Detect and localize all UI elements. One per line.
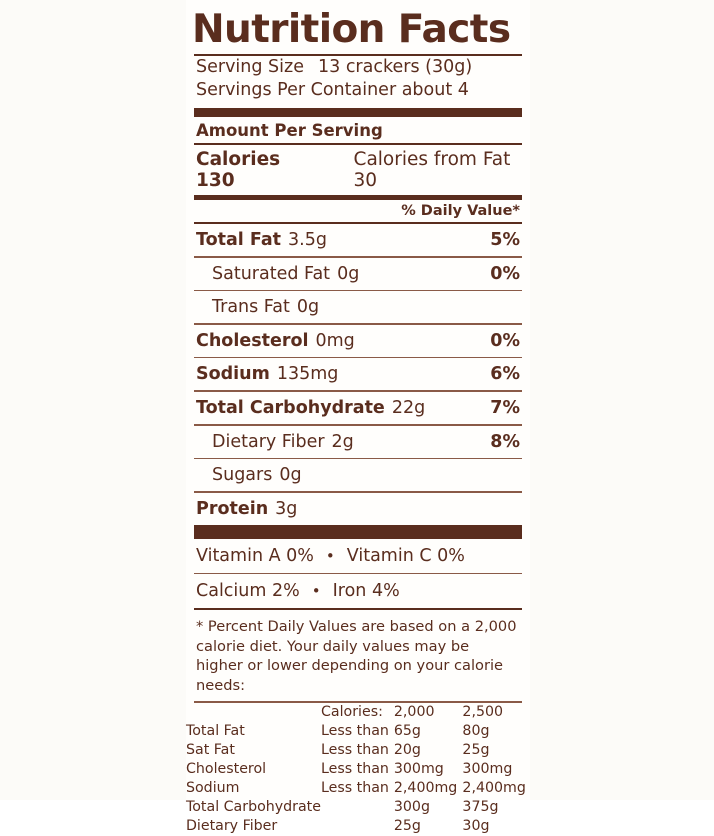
servings-per-container: Servings Per Container about 4 [196, 80, 469, 100]
nutrient-amount: 0g [279, 465, 302, 486]
nutrient-name: Sugars [212, 465, 273, 486]
bullet-separator-icon: • [325, 546, 335, 565]
nutrient-dv: 6% [490, 364, 520, 385]
dv-nutrient: Sodium [186, 780, 240, 797]
table-header-blank [186, 703, 321, 722]
daily-value-table [186, 703, 530, 836]
dv-2000: 65g [393, 723, 421, 740]
table-row [186, 798, 530, 817]
nutrient-dv: 5% [490, 230, 520, 250]
nutrient-row-sugars [186, 459, 530, 491]
nutrient-amount: 0g [337, 263, 360, 284]
dv-2000: 25g [393, 818, 421, 835]
nutrient-row-sodium [186, 358, 530, 390]
serving-size-value: 13 crackers (30g) [317, 57, 473, 77]
nutrient-name: Total Carbohydrate [196, 397, 385, 418]
table-row [186, 722, 530, 741]
page-title: Nutrition Facts [192, 7, 511, 52]
nutrient-dv: 0% [490, 263, 520, 284]
nutrient-amount: 2g [331, 431, 354, 452]
table-header-calories: Calories: [320, 704, 383, 721]
dv-qualifier [321, 798, 394, 817]
nutrient-name: Saturated Fat [212, 263, 331, 284]
bullet-separator-icon: • [311, 582, 321, 601]
nutrient-amount: 135mg [276, 364, 339, 385]
table-header-2000: 2,000 [393, 704, 435, 721]
nutrient-row-saturated-fat [186, 258, 530, 290]
dv-2500: 300mg [462, 761, 513, 778]
nutrient-name: Dietary Fiber [212, 431, 325, 452]
right-margin [530, 0, 714, 800]
dv-2000: 300mg [393, 761, 444, 778]
vitamin-a-value: Vitamin A 0% [196, 545, 314, 566]
nutrient-row-total-carbohydrate [186, 392, 530, 424]
serving-size-row [196, 56, 530, 79]
nutrient-name: Total Fat [196, 230, 282, 250]
dv-nutrient: Total Carbohydrate [186, 799, 321, 816]
nutrient-amount: 0mg [315, 330, 355, 351]
dv-nutrient: Dietary Fiber [186, 818, 278, 835]
nutrient-row-protein [186, 493, 530, 525]
vitamin-row-1 [186, 539, 530, 573]
nutrient-name: Trans Fat [212, 297, 290, 318]
calories-label: Calories [196, 149, 281, 170]
dv-qualifier: Less than [320, 742, 389, 759]
serving-size-label: Serving Size [196, 57, 304, 77]
nutrient-row-cholesterol [186, 325, 530, 357]
dv-nutrient: Total Fat [186, 723, 245, 740]
dv-2500: 80g [462, 723, 490, 740]
dv-qualifier: Less than [320, 723, 389, 740]
dv-2500: 375g [462, 799, 499, 816]
nutrient-dv: 8% [490, 431, 520, 452]
dv-qualifier [321, 817, 394, 836]
left-margin [0, 0, 186, 800]
dv-nutrient: Cholesterol [186, 761, 267, 778]
nutrient-name: Cholesterol [196, 330, 309, 351]
vitamin-c-value: Vitamin C 0% [346, 545, 465, 566]
dv-2500: 25g [462, 742, 490, 759]
iron-value: Iron 4% [332, 581, 400, 602]
calories-from-fat: Calories from Fat 30 [353, 149, 511, 191]
nutrient-dv: 0% [490, 330, 520, 351]
dv-2500: 30g [462, 818, 490, 835]
nutrient-name: Protein [196, 498, 269, 519]
nutrient-dv: 7% [490, 397, 520, 418]
calcium-value: Calcium 2% [196, 581, 300, 602]
divider-thick-vitamins [194, 525, 522, 539]
table-header-row [186, 703, 530, 722]
vitamin-row-2 [186, 574, 530, 608]
nutrient-amount: 22g [391, 397, 426, 418]
nutrient-amount: 3.5g [288, 230, 327, 250]
dv-2500: 2,400mg [462, 780, 526, 797]
calories-value: 130 [196, 170, 235, 191]
calories-row [186, 145, 530, 195]
nutrient-row-dietary-fiber [186, 426, 530, 458]
nutrient-row-trans-fat [186, 291, 530, 323]
dv-2000: 20g [393, 742, 421, 759]
table-row [186, 779, 530, 798]
table-row [186, 760, 530, 779]
nutrient-name: Sodium [196, 364, 270, 385]
nutrient-amount: 0g [296, 297, 320, 318]
table-header-2500: 2,500 [462, 704, 504, 721]
dv-2000: 300g [393, 799, 430, 816]
table-row [186, 741, 530, 760]
nutrient-row-total-fat [186, 224, 530, 256]
dv-nutrient: Sat Fat [186, 742, 235, 759]
nutrition-facts-panel [186, 0, 530, 835]
dv-2000: 2,400mg [393, 780, 458, 797]
daily-value-header: % Daily Value* [401, 203, 520, 219]
nutrient-amount: 3g [275, 498, 298, 519]
divider-thick-top [194, 108, 522, 117]
dv-qualifier: Less than [320, 761, 389, 778]
dv-qualifier: Less than [320, 780, 389, 797]
amount-per-serving-label: Amount Per Serving [196, 121, 383, 140]
table-row [186, 817, 530, 836]
daily-value-footnote: * Percent Daily Values are based on a 2,000 calorie diet. Your daily values may be higher or lower depending on your calorie needs: [196, 618, 517, 694]
